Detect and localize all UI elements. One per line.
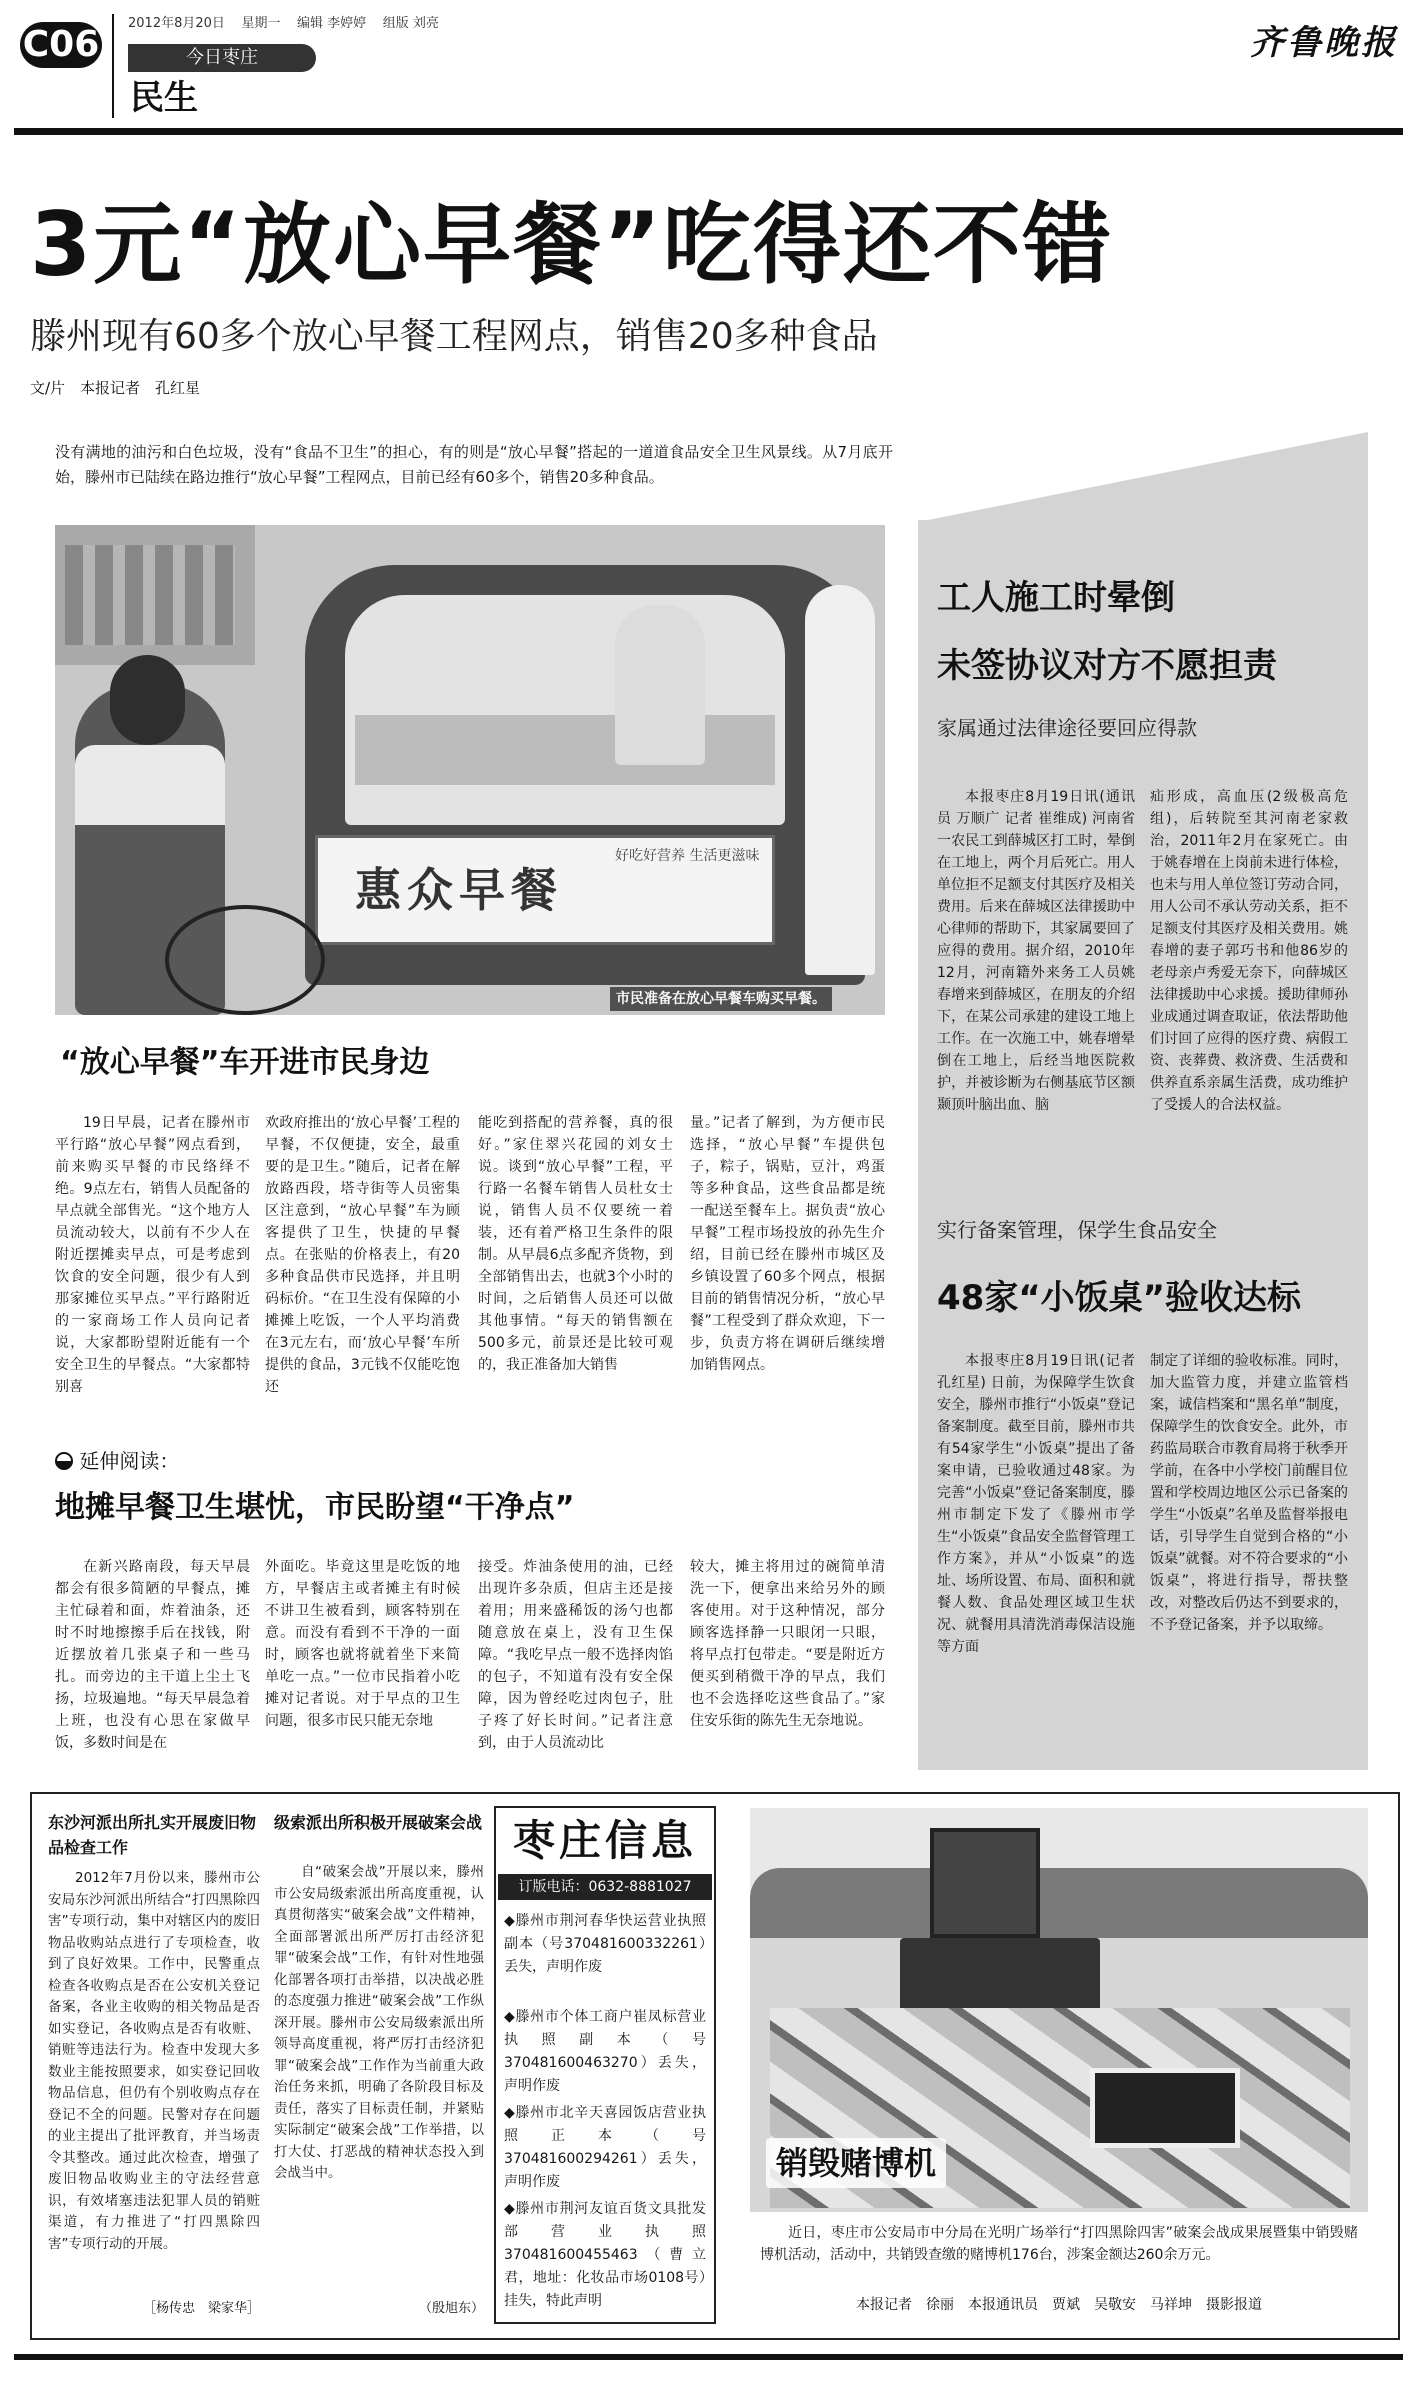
lead-byline: 文/片 本报记者 孔红星 <box>30 379 201 397</box>
classified-item-1: ◆滕州市荆河春华快运营业执照副本（号370481600332261）丢失，声明作废 <box>504 1913 706 1975</box>
story1-column-1: 本报枣庄8月19日讯(通讯员 万顺广 记者 崔维成) 河南省一农民工到薛城区打工时，晕倒在工地上，两个月后死亡。用人单位拒不足额支付其医疗及相关费用。后来在薛城区法律援助中心律师的帮助下，其家属要回了应得的费用。据介绍，2010年12月，河南籍外来务工人员姚春增来到薛城区，在朋友的介绍下，在某公司承建的建设工地上工作。在一次施工中，姚春增晕倒在工地上，后经当地医院救护，并被诊断为右侧基底节区额颞顶叶脑出血、脑 <box>937 789 1135 1113</box>
brief1-title: 东沙河派出所扎实开展废旧物品检查工作 <box>48 1813 257 1857</box>
extended-title: 地摊早餐卫生堪忧，市民盼望“干净点” <box>55 1490 575 1525</box>
lead-column-1: 19日早晨，记者在滕州市平行路“放心早餐”网点看到，前来购买早餐的市民络绎不绝。9点左右，销售人员配备的早点就全部售光。“这个地方人员流动较大，以前有不少人在附近摆摊卖早点，可是考虑到饮食的安全问题，很少有人到那家摊位买早点。”平行路附近的一家商场工作人员向记者说，大家都盼望附近能有一个安全卫生的早餐点。“大家都特别喜 <box>55 1115 250 1395</box>
photo-story-credit: 本报记者 徐丽 本报通讯员 贾斌 吴敬安 马祥坤 摄影报道 <box>856 2297 1262 2313</box>
photo-caption: 市民准备在放心早餐车购买早餐。 <box>610 987 832 1011</box>
brief2-body: 自“破案会战”开展以来，滕州市公安局级索派出所高度重视，认真贯彻落实“破案会战”文件精神，全面部署派出所严厉打击经济犯罪“破案会战”工作，有针对性地强化部署各项打击举措，以决战必胜的态度强力推进“破案会战”工作纵深开展。滕州市公安局级索派出所领导高度重视，将严厉打击经济犯罪“破案会战”工作作为当前重大政治任务来抓，明确了各阶段目标及责任，落实了目标责任制，并紧贴实际制定“破案会战”工作举措，以打大仗、打恶战的精神状态投入到会战当中。 <box>274 1864 484 2181</box>
trees-row <box>750 1868 1368 1938</box>
lead-section-title: “放心早餐”车开进市民身边 <box>60 1045 430 1080</box>
lead-subhead: 滕州现有60多个放心早餐工程网点，销售20多种食品 <box>30 316 878 357</box>
paper-logo: 齐鲁晚报 <box>1250 23 1398 63</box>
classified-item-4: ◆滕州市荆河友谊百货文具批发部营业执照370481600455463（曹立君，地址：化妆品市场0108号）挂失，特此声明 <box>504 2201 706 2309</box>
extended-label-text: 延伸阅读： <box>79 1449 180 1473</box>
cart-window <box>345 595 785 825</box>
photo-story-caption: 近日，枣庄市公安局市中分局在光明广场举行“打四黑除四害”破案会战成果展暨集中销毁赌博机活动，活动中，共销毁查缴的赌博机176台，涉案金额达260余万元。 <box>760 2225 1358 2263</box>
classified-item-3: ◆滕州市北辛天喜园饭店营业执照正本（号370481600294261）丢失，声明作废 <box>504 2105 706 2190</box>
bulldozer-cab <box>930 1828 1040 1938</box>
classifieds-phone-label: 订版电话： <box>518 1879 589 1895</box>
brief1-author: ［杨传忠 梁家华］ <box>142 2301 260 2316</box>
section-tag: 今日枣庄 <box>128 44 316 72</box>
breakfast-cart-photo <box>55 525 885 1015</box>
issue-date: 2012年8月20日 <box>128 16 225 31</box>
issue-designer: 组版 刘亮 <box>382 16 439 31</box>
story1-column-2: 疝形成，高血压(2级极高危组)，后转院至其河南老家救治，2011年2月在家死亡。由于姚春增在上岗前未进行体检，也未与用人单位签订劳动合同，用人公司不承认劳动关系，拒不足额支付其医疗及相关费用。姚春增的妻子郭巧书和他86岁的老母亲卢秀爱无奈下，向薛城区法律援助中心求援。援助律师孙业成通过调查取证，依法帮助他们讨回了应得的医疗费、病假工资、丧葬费、救济费、生活费和供养直系亲属生活费，成功维护了受援人的合法权益。 <box>1150 789 1348 1113</box>
section-name: 民生 <box>130 78 198 118</box>
cart-sign-slogan: 好吃好营养 生活更滋味 <box>615 848 760 864</box>
cart-sign-text: 惠众早餐 <box>355 863 563 917</box>
panel-slant <box>918 432 1368 522</box>
brief2-title: 级索派出所积极开展破案会战 <box>274 1813 483 1832</box>
photo-story-tag: 销毁赌博机 <box>766 2138 946 2188</box>
classifieds-phone-bar <box>498 1874 712 1900</box>
story2-column-1: 本报枣庄8月19日讯(记者 孔红星) 日前，为保障学生饮食安全，滕州市推行“小饭桌”登记备案制度。截至目前，滕州市共有54家学生“小饭桌”提出了备案申请，已验收通过48家。为完善“小饭桌”登记备案制度，滕州市制定下发了《滕州市学生“小饭桌”食品安全监督管理工作方案》，并从“小饭桌”的选址、场所设置、布局、面积和就餐人数、食品处理区域卫生状况、就餐用具清洗消毒保洁设施等方面 <box>937 1353 1135 1655</box>
story2-column-2: 制定了详细的验收标准。同时，加大监管力度，并建立监管档案，诚信档案和“黑名单”制度，保障学生的饮食安全。此外，市药监局联合市教育局将于秋季开学前，在各中小学校门前醒目位置和学校周边地区公示已备案的学生“小饭桌”名单及监督举报电话，引导学生自觉到合格的“小饭桌”就餐。对不符合要求的“小饭桌”，将进行指导，帮扶整改，对整改后仍达不到要求的，不予登记备案，并予以取缔。 <box>1150 1353 1348 1633</box>
cart-side-door <box>805 585 875 975</box>
woman-shirt <box>75 745 225 825</box>
cart-counter <box>355 715 775 785</box>
issue-info <box>128 14 548 34</box>
building-windows <box>65 545 235 645</box>
lead-column-3: 能吃到搭配的营养餐，真的很好。”家住翠兴花园的刘女士说。谈到“放心早餐”工程，平行路一名餐车销售人员杜女士说，销售人员不仅要统一着装，还有着严格卫生条件的限制。从早晨6点多配齐货物，到全部销售出去，也就3个小时的时间，之后销售人员还可以做其他事情。“每天的销售额在500多元，前景还是比较可观的，我正准备加大销售 <box>478 1115 673 1373</box>
extended-icon <box>55 1452 73 1470</box>
story1-subtitle: 家属通过法律途径要回应得款 <box>937 716 1197 740</box>
vendor-figure <box>615 605 705 765</box>
story2-kicker: 实行备案管理，保学生食品安全 <box>937 1218 1217 1242</box>
brief1-body: 2012年7月份以来，滕州市公安局东沙河派出所结合“打四黑除四害”专项行动，集中对辖区内的废旧物品收购站点进行了专项检查，收到了良好效果。工作中，民警重点检查各收购点是否在公安机关登记备案，各业主收购的相关物品是否如实登记，各收购点是否有收赃、销赃等违法行为。检查中发现大多数业主能按照要求，如实登记回收物品信息，但仍有个别收购点存在登记不全的问题。民警对存在问题的业主提出了批评教育，并当场责令其整改。通过此次检查，增强了废旧物品收购业主的守法经营意识，有效堵塞违法犯罪人员的销赃渠道，有力推进了“打四黑除四害”专项行动的开展。 <box>48 1870 260 2252</box>
issue-weekday: 星期一 <box>241 16 281 31</box>
lead-intro: 没有满地的油污和白色垃圾，没有“食品不卫生”的担心，有的则是“放心早餐”搭起的一道道食品安全卫生风景线。从7月底开始，滕州市已陆续在路边推行“放心早餐”工程网点，目前已经有60多个，销售20多种食品。 <box>55 443 893 486</box>
page-number: C06 <box>20 22 102 68</box>
classifieds-title: 枣庄信息 <box>512 1816 697 1865</box>
classifieds-phone: 0632-8881027 <box>588 1879 692 1895</box>
lead-headline: 3元“放心早餐”吃得还不错 <box>30 193 1113 296</box>
story2-title: 48家“小饭桌”验收达标 <box>937 1278 1302 1318</box>
issue-editor: 编辑 李婷婷 <box>297 16 367 31</box>
woman-head <box>110 655 185 745</box>
masthead <box>0 0 1417 135</box>
extended-column-3: 接受。炸油条使用的油，已经出现许多杂质，但店主还是接着用；用来盛稀饭的汤勺也都随意放在桌上，没有卫生保障。“我吃早点一般不选择肉馅的包子，不知道有没有安全保障，因为曾经吃过肉包子，肚子疼了好长时间。”记者注意到，由于人员流动比 <box>478 1559 673 1751</box>
bicycle <box>165 905 325 1015</box>
lead-column-4: 量。”记者了解到，为方便市民选择，“放心早餐”车提供包子，粽子，锅贴，豆汁，鸡蛋等多种食品，这些食品都是统一配送至餐车上。据负责“放心早餐”工程市场投放的孙先生介绍，目前已经在滕州市城区及乡镇设置了60多个网点，根据目前的销售情况分析，“放心早餐”工程受到了群众欢迎，下一步，负责方将在调研后继续增加销售网点。 <box>690 1115 885 1373</box>
brief2-author: （殷旭东） <box>418 2301 484 2316</box>
extended-label <box>55 1446 179 1476</box>
extended-column-4: 较大，摊主将用过的碗简单清洗一下，便拿出来给另外的顾客使用。对于这种情况，部分顾客选择静一只眼闭一只眼，将早点打包带走。“要是附近方便买到稍微干净的早点，我们也不会选择吃这些食品了。”家住安乐街的陈先生无奈地说。 <box>690 1559 885 1729</box>
masthead-rule <box>14 128 1403 135</box>
story1-title-line2: 未签协议对方不愿担责 <box>937 646 1277 686</box>
story1-title-line1: 工人施工时晕倒 <box>937 578 1175 618</box>
gambling-machines-photo <box>750 1808 1368 2212</box>
classified-item-2: ◆滕州市个体工商户崔凤标营业执照副本（号370481600463270）丢失，声明作废 <box>504 2009 706 2094</box>
masthead-divider <box>112 14 114 118</box>
machine-screen <box>1090 2068 1240 2148</box>
extended-column-1: 在新兴路南段，每天早晨都会有很多简陋的早餐点，摊主忙碌着和面，炸着油条，还时不时地擦擦手后在找钱，附近摆放着几张桌子和一些马扎。而旁边的主干道上尘土飞扬，垃圾遍地。“每天早晨急着上班，也没有心思在家做早饭，多数时间是在 <box>55 1559 250 1751</box>
lead-column-2: 欢政府推出的‘放心早餐’工程的早餐，不仅便捷，安全，最重要的是卫生。”随后，记者在解放路西段，塔寺街等人员密集区注意到，“放心早餐”车为顾客提供了卫生，快捷的早餐点。在张贴的价格表上，有20多种食品供市民选择，并且明码标价。“在卫生没有保障的小摊摊上吃饭，一个人平均消费在3元左右，而‘放心早餐’车所提供的食品，3元钱不仅能吃饱还 <box>265 1115 460 1395</box>
bottom-rule <box>14 2354 1403 2360</box>
extended-column-2: 外面吃。毕竟这里是吃饭的地方，早餐店主或者摊主有时候不讲卫生被看到，顾客特别在意。而没有看到不干净的一面时，顾客也就将就着坐下来简单吃一点。”一位市民指着小吃摊对记者说。对于早点的卫生问题，很多市民只能无奈地 <box>265 1559 460 1729</box>
